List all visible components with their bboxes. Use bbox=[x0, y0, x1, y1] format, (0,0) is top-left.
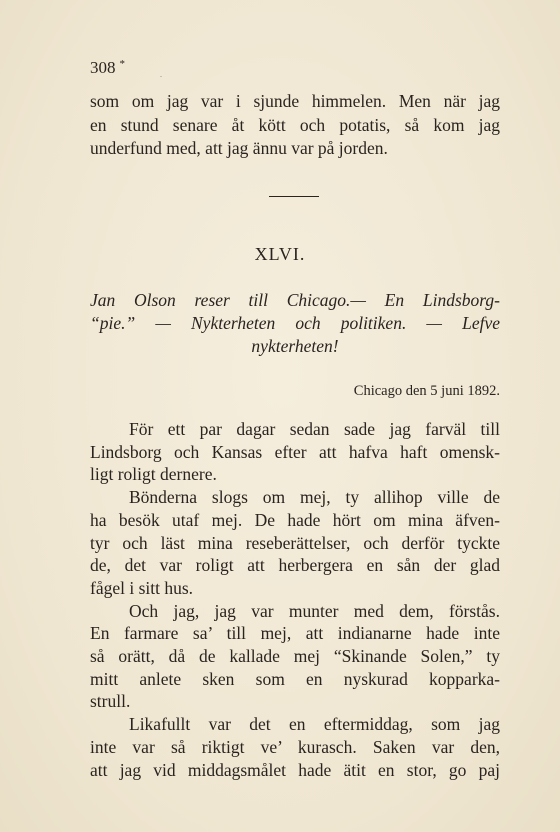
body-line: För ett par dagar sedan sade jag farväl till bbox=[129, 419, 500, 439]
body-line: En farmare sa’ till mej, att indianarne hade inte bbox=[90, 623, 500, 644]
body-line: Och jag, jag var munter med dem, förstås. bbox=[129, 600, 500, 621]
section-divider bbox=[269, 196, 319, 197]
subtitle-line: Jan Olson reser till Chicago.— En Lindsborg- bbox=[90, 290, 500, 310]
body-line: fågel i sitt hus. bbox=[90, 577, 194, 598]
body-line: tyr och läst mina reseberättelser, och derför tyckte bbox=[90, 532, 500, 553]
ink-speck: * bbox=[119, 58, 125, 70]
body-line: så orätt, då de kallade mej “Skinande Solen,” ty bbox=[90, 646, 500, 667]
chapter-subtitle bbox=[90, 289, 500, 358]
dateline: Chicago den 5 juni 1892. bbox=[353, 383, 500, 399]
body-line: mitt anlete sken som en nyskurad kopparka- bbox=[90, 668, 500, 689]
body-line: inte var så riktigt ve’ kurasch. Saken var den, bbox=[90, 736, 500, 757]
body-line: ligt roligt dernere. bbox=[90, 464, 217, 485]
top-paragraph bbox=[90, 90, 500, 161]
body-text bbox=[90, 418, 500, 781]
body-line: Likafullt var det en eftermiddag, som jag bbox=[129, 714, 500, 735]
body-line: strull. bbox=[90, 691, 131, 712]
body-line: Bönderna slogs om mej, ty allihop ville de bbox=[129, 487, 500, 508]
text-line: en stund senare åt kött och potatis, så kom jag bbox=[90, 114, 500, 135]
text-line: som om jag var i sjunde himmelen. Men när jag bbox=[90, 91, 500, 111]
text-line: underfund med, att jag ännu var på jorden. bbox=[90, 138, 388, 158]
page-number-text: 308 bbox=[90, 58, 116, 77]
body-line: att jag vid middagsmålet hade ätit en stor, go paj bbox=[90, 759, 500, 780]
body-line: de, det var roligt att herbergera en sån der glad bbox=[90, 555, 500, 576]
body-line: ha besök utaf mej. De hade hört om mina äfven- bbox=[90, 509, 500, 530]
subtitle-line: “pie.” — Nykterheten och politiken. — Lefve bbox=[90, 313, 500, 333]
subtitle-line: nykterheten! bbox=[251, 336, 339, 356]
page-number bbox=[90, 58, 162, 79]
chapter-number: XLVI. bbox=[254, 244, 306, 264]
body-line: Lindsborg och Kansas efter att hafva haft omensk- bbox=[90, 441, 500, 462]
ink-speck-small: . bbox=[160, 70, 162, 79]
